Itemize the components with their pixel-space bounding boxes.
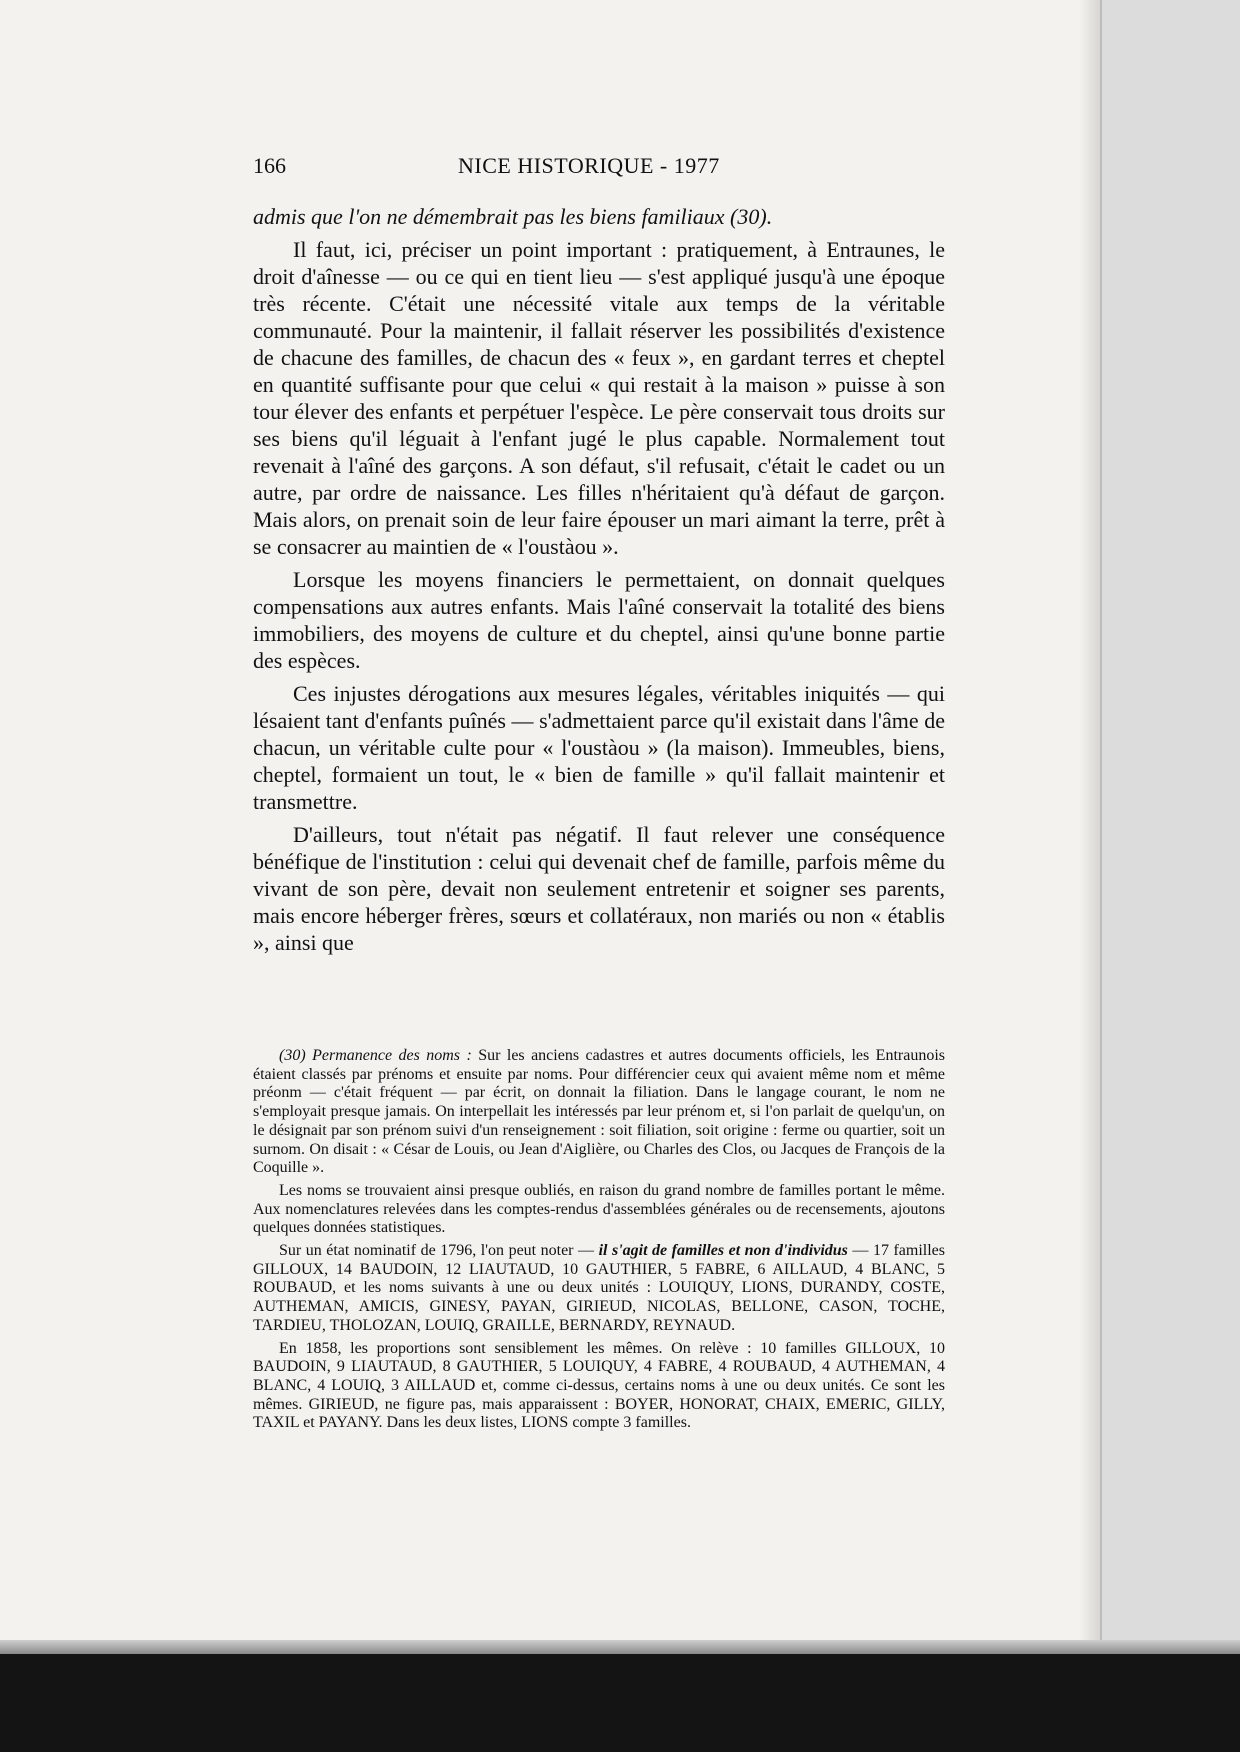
footnote-lead: (30) Permanence des noms : xyxy=(279,1047,472,1064)
paragraph: D'ailleurs, tout n'était pas négatif. Il faut relever une conséquence bénéfique de l'institution : celui qui devenait chef de famille, parfois même du vivant de son père, devait non seulement entretenir et soigner ses parents, mais encore héberger frères, sœurs et collatéraux, non mariés ou non « établis », ainsi que xyxy=(253,822,945,955)
footnote-paragraph xyxy=(253,1242,945,1336)
footnote-paragraph: Les noms se trouvaient ainsi presque oubliés, en raison du grand nombre de familles portant le même. Aux nomenclatures relevées dans les comptes-rendus d'assemblées générales ou de recensements, ajoutons quelques données statistiques. xyxy=(253,1181,945,1237)
page-gutter-shadow xyxy=(1080,0,1100,1650)
footnote-text: — 17 familles GILLOUX, 14 BAUDOIN, 12 LIAUTAUD, 10 GAUTHIER, 5 FABRE, 6 AILLAUD, 4 BLANC, 5 ROUBAUD, et les noms suivants à une ou deux unités : LOUIQUY, LIONS, DURANDY, COSTE, AUTHEMAN, AMICIS, GINESY, PAYAN, GIRIEUD, NICOLAS, BELLONE, CASON, TOCHE, TARDIEU, THOLOZAN, LOUIQ, GRAILLE, BERNARDY, REYNAUD. xyxy=(253,1242,945,1334)
scan-background xyxy=(0,1654,1240,1752)
footnote-text: Sur un état nominatif de 1796, l'on peut noter — xyxy=(279,1242,599,1260)
footnotes xyxy=(253,1047,945,1433)
main-text xyxy=(253,203,945,958)
paragraph: Ces injustes dérogations aux mesures légales, véritables iniquités — qui lésaient tant d'enfants puînés — s'admettaient parce qu'il existait dans l'âme de chacun, un véritable culte pour « l'oustàou » (la maison). Immeubles, biens, cheptel, formaient un tout, le « bien de famille » qu'il fallait maintenir et transmettre. xyxy=(253,681,945,814)
running-header xyxy=(253,153,945,185)
page-bottom-edge xyxy=(0,1640,1240,1654)
continued-line: admis que l'on ne démembrait pas les biens familiaux (30). xyxy=(253,204,773,229)
page-number: 166 xyxy=(253,153,286,178)
footnote-emphasis: il s'agit de familles et non d'individus xyxy=(598,1242,848,1260)
facing-page-edge xyxy=(1100,0,1240,1652)
paragraph: Lorsque les moyens financiers le permettaient, on donnait quelques compensations aux autres enfants. Mais l'aîné conservait la totalité des biens immobiliers, des moyens de culture et du cheptel, ainsi qu'une bonne partie des espèces. xyxy=(253,567,945,673)
footnote-text: Sur les anciens cadastres et autres documents officiels, les Entraunois étaient classés par prénoms et ensuite par noms. Pour différencier ceux qui avaient même nom et même préonm — c'était fréquent — par écrit, on donnait la filiation. Dans le langage courant, le nom ne s'employait presque jamais. On interpellait les intéressés par leur prénom et, si l'on parlait de quelqu'un, on le désignait par son prénom suivi d'un renseignement : soit filiation, soit origine : ferme ou quartier, soit un surnom. On disait : « César de Louis, ou Jean d'Aiglière, ou Charles des Clos, ou Jacques de François de la Coquille ». xyxy=(253,1047,945,1177)
paragraph: Il faut, ici, préciser un point important : pratiquement, à Entraunes, le droit d'aînesse — ou ce qui en tient lieu — s'est appliqué jusqu'à une époque très récente. C'était une nécessité vitale aux temps de la véritable communauté. Pour la maintenir, il fallait réserver les possibilités d'existence de chacune des familles, de chacun des « feux », en gardant terres et cheptel en quantité suffisante pour que celui « qui restait à la maison » puisse à son tour élever des enfants et perpétuer l'espèce. Le père conservait tous droits sur ses biens qu'il léguait à l'enfant jugé le plus capable. Normalement tout revenait à l'aîné des garçons. A son défaut, s'il refusait, c'était le cadet ou un autre, par ordre de naissance. Les filles n'héritaient qu'à défaut de garçon. Mais alors, on prenait soin de leur faire épouser un mari aimant la terre, prêt à se consacrer au maintien de « l'oustàou ». xyxy=(253,237,945,559)
footnote-paragraph: En 1858, les proportions sont sensiblement les mêmes. On relève : 10 familles GILLOUX, 10 BAUDOIN, 9 LIAUTAUD, 8 GAUTHIER, 5 LOUIQUY, 4 FABRE, 4 ROUBAUD, 4 AUTHEMAN, 4 BLANC, 4 LOUIQ, 3 AILLAUD et, comme ci-dessus, certains noms à une ou deux unités. Ce sont les mêmes. GIRIEUD, ne figure pas, mais apparaissent : BOYER, HONORAT, CHAIX, EMERIC, GILLY, TAXIL et PAYANY. Dans les deux listes, LIONS compte 3 familles. xyxy=(253,1339,945,1432)
footnote-30 xyxy=(253,1047,945,1178)
journal-title: NICE HISTORIQUE - 1977 xyxy=(458,153,720,178)
